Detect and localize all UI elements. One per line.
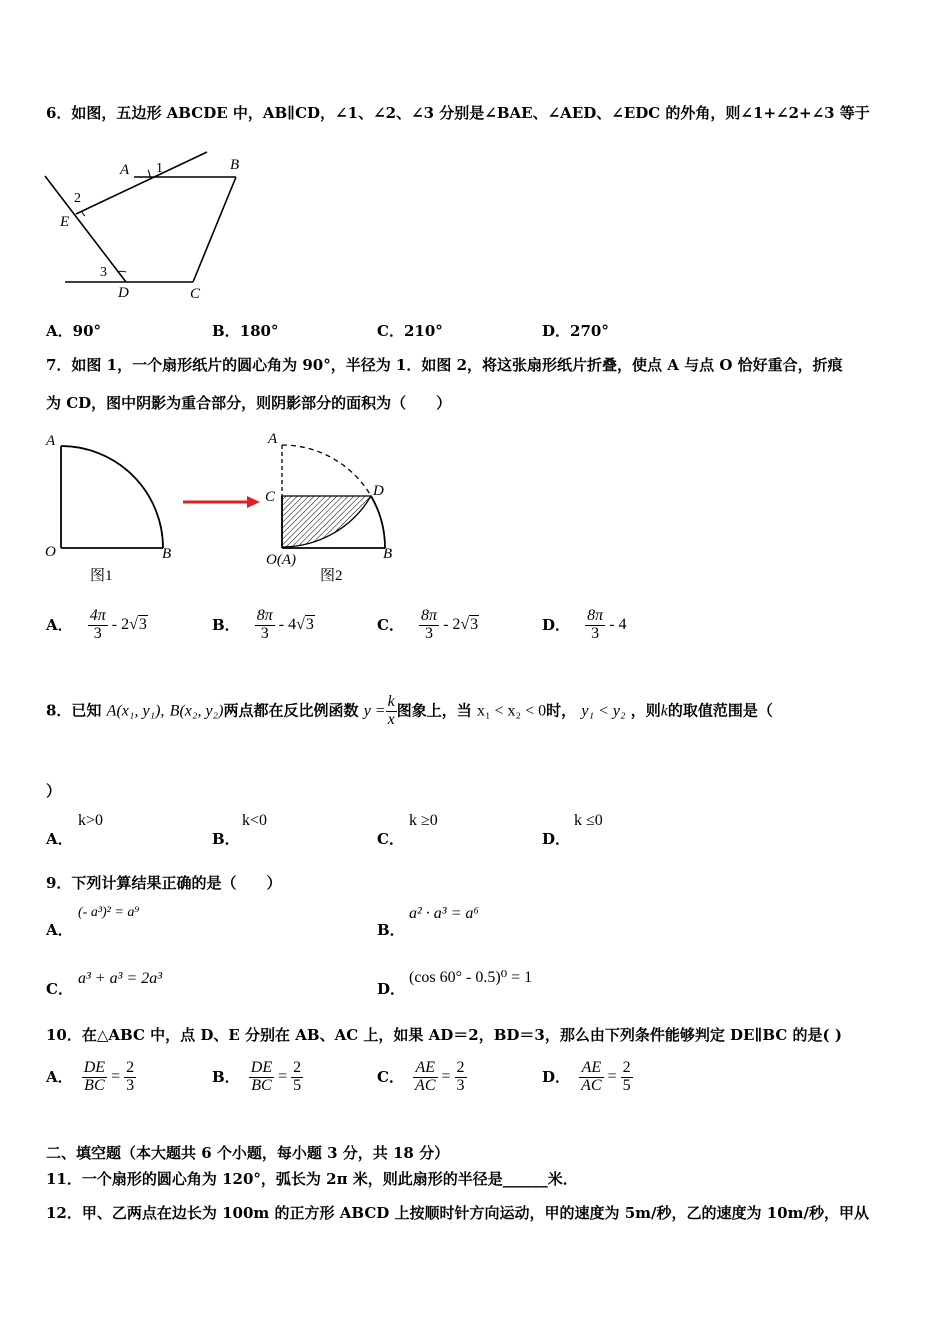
- q10-option-d[interactable]: D． $\frac{AE}{AC}$ = $\frac{2}{5}$: [542, 1059, 631, 1094]
- q6-option-d[interactable]: D．270°: [542, 322, 609, 340]
- q7-fig1-label-B: B: [162, 546, 172, 562]
- q6-label-E: E: [60, 214, 70, 230]
- q7-fig1-caption: 图1: [90, 568, 113, 584]
- q10-stem: 10．在△ABC 中，点 D、E 分别在 AB、AC 上，如果 AD＝2，BD＝3，那么由下列条件能够判定 DE∥BC 的是( ): [46, 1026, 842, 1044]
- q10-option-a[interactable]: A． $\frac{DE}{BC}$ = $\frac{2}{3}$: [46, 1059, 135, 1094]
- q7-fig1-label-A: A: [46, 433, 56, 449]
- section-heading-fill-in: 二、填空题（本大题共 6 个小题，每小题 3 分，共 18 分）: [46, 1144, 450, 1162]
- q7-option-c[interactable]: C． $\frac{8\pi}{3}$ - 2√3: [377, 607, 479, 642]
- q10-option-c[interactable]: C． $\frac{AE}{AC}$ = $\frac{2}{3}$: [377, 1059, 465, 1094]
- q7-fig2-label-B: B: [383, 546, 393, 562]
- q6-label-3: 3: [100, 265, 107, 280]
- q7-stem-line1: 7．如图 1，一个扇形纸片的圆心角为 90°，半径为 1．如图 2，将这张扇形纸片折叠，使点 A 与点 O 恰好重合，折痕: [46, 356, 843, 374]
- q6-label-A: A: [120, 162, 130, 178]
- q7-fig2-caption: 图2: [320, 568, 343, 584]
- q6-label-D: D: [118, 285, 129, 301]
- q6-option-b[interactable]: B．180°: [212, 322, 279, 340]
- q10-option-b[interactable]: B． $\frac{DE}{BC}$ = $\frac{2}{5}$: [212, 1059, 302, 1094]
- q8-stem: 8．已知 A(x₁, y₁), B(x₂, y₂)两点都在反比例函数 y = $\frac{k}{x}$ 图象上，当 x₁ < x₂ < 0时， y₁ < y₂ ，则k的取值范围是（: [46, 693, 773, 728]
- q6-label-2: 2: [74, 191, 81, 206]
- q7-fig2-label-D: D: [373, 483, 384, 499]
- q6-option-a[interactable]: A．90°: [46, 322, 102, 340]
- q7-figures: [40, 425, 420, 590]
- q11-stem: 11．一个扇形的圆心角为 120°，弧长为 2π 米，则此扇形的半径是______米．: [46, 1170, 578, 1188]
- q6-pentagon-figure: [40, 150, 250, 305]
- q7-option-a[interactable]: A． $\frac{4\pi}{3}$ - 2√3: [46, 607, 147, 642]
- q6-label-C: C: [190, 286, 201, 302]
- q7-fig1-label-O: O: [45, 544, 56, 560]
- q6-option-c[interactable]: C．210°: [377, 322, 443, 340]
- q7-fig2-label-A: A: [268, 431, 278, 447]
- q7-fig2-label-C: C: [265, 489, 276, 505]
- q7-fig2-label-OA: O(A): [266, 552, 296, 568]
- q8-close-paren: ）: [46, 782, 62, 800]
- q7-stem-line2: 为 CD，图中阴影为重合部分，则阴影部分的面积为（ ）: [46, 394, 452, 412]
- q12-stem: 12．甲、乙两点在边长为 100m 的正方形 ABCD 上按顺时针方向运动，甲的速度为 5m/秒，乙的速度为 10m/秒，甲从: [46, 1204, 869, 1222]
- q7-option-d[interactable]: D． $\frac{8\pi}{3}$ - 4: [542, 607, 627, 642]
- q9-stem: 9．下列计算结果正确的是（ ）: [46, 874, 282, 892]
- q6-stem: 6．如图，五边形 ABCDE 中，AB∥CD，∠1、∠2、∠3 分别是∠BAE、∠AED、∠EDC 的外角，则∠1+∠2+∠3 等于: [46, 104, 870, 122]
- q7-option-b[interactable]: B． $\frac{8\pi}{3}$ - 4√3: [212, 607, 314, 642]
- q6-label-B: B: [230, 157, 240, 173]
- q6-label-1: 1: [156, 161, 163, 176]
